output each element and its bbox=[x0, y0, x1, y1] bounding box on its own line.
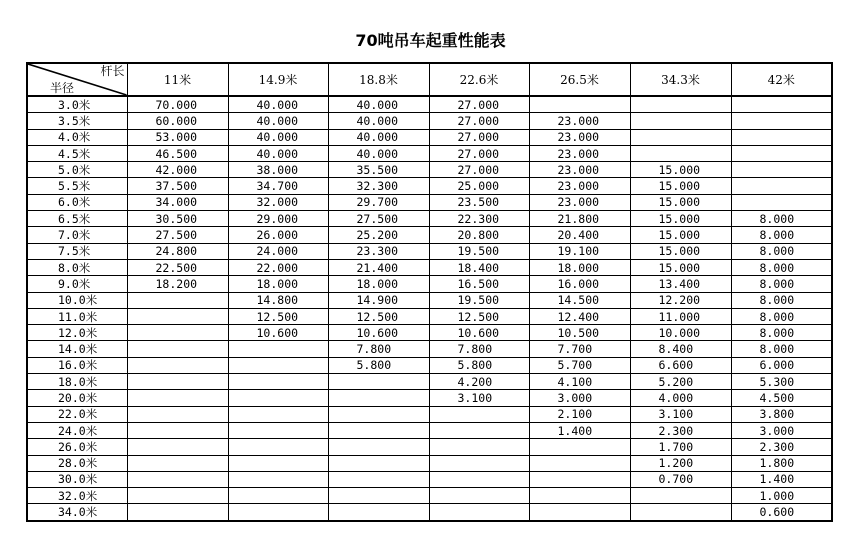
capacity-cell: 29.700 bbox=[328, 194, 429, 210]
capacity-cell: 15.000 bbox=[630, 227, 731, 243]
capacity-cell: 10.600 bbox=[228, 325, 328, 341]
capacity-cell: 40.000 bbox=[228, 96, 328, 113]
table-row bbox=[27, 162, 832, 178]
capacity-cell: 8.000 bbox=[731, 325, 832, 341]
capacity-cell bbox=[529, 504, 630, 521]
capacity-cell: 70.000 bbox=[127, 96, 228, 113]
capacity-cell: 29.000 bbox=[228, 211, 328, 227]
table-row bbox=[27, 276, 832, 292]
capacity-cell bbox=[328, 406, 429, 422]
radius-cell: 11.0米 bbox=[27, 308, 127, 324]
capacity-cell: 14.500 bbox=[529, 292, 630, 308]
boom-header-18-8: 18.8米 bbox=[328, 63, 429, 96]
capacity-cell: 3.000 bbox=[731, 422, 832, 438]
boom-header-42: 42米 bbox=[731, 63, 832, 96]
capacity-cell bbox=[731, 113, 832, 129]
capacity-cell: 40.000 bbox=[328, 96, 429, 113]
radius-cell: 4.0米 bbox=[27, 129, 127, 145]
capacity-cell: 22.300 bbox=[429, 211, 529, 227]
capacity-cell: 15.000 bbox=[630, 194, 731, 210]
capacity-cell bbox=[328, 422, 429, 438]
radius-cell: 34.0米 bbox=[27, 504, 127, 521]
radius-cell: 14.0米 bbox=[27, 341, 127, 357]
capacity-cell: 40.000 bbox=[228, 145, 328, 161]
table-row bbox=[27, 145, 832, 161]
capacity-cell: 2.100 bbox=[529, 406, 630, 422]
capacity-cell: 22.000 bbox=[228, 259, 328, 275]
capacity-cell bbox=[731, 162, 832, 178]
capacity-cell: 8.000 bbox=[731, 259, 832, 275]
boom-header-22-6: 22.6米 bbox=[429, 63, 529, 96]
table-row bbox=[27, 227, 832, 243]
capacity-cell bbox=[429, 471, 529, 487]
capacity-cell: 1.400 bbox=[529, 422, 630, 438]
radius-cell: 22.0米 bbox=[27, 406, 127, 422]
table-row bbox=[27, 211, 832, 227]
table-row bbox=[27, 113, 832, 129]
capacity-cell: 23.000 bbox=[529, 162, 630, 178]
capacity-cell: 53.000 bbox=[127, 129, 228, 145]
radius-cell: 8.0米 bbox=[27, 259, 127, 275]
capacity-cell: 6.600 bbox=[630, 357, 731, 373]
capacity-cell: 7.800 bbox=[328, 341, 429, 357]
radius-cell: 12.0米 bbox=[27, 325, 127, 341]
capacity-cell: 46.500 bbox=[127, 145, 228, 161]
capacity-cell: 3.100 bbox=[429, 390, 529, 406]
boom-length-label: 杆长 bbox=[100, 64, 125, 78]
capacity-cell: 2.300 bbox=[630, 422, 731, 438]
table-row bbox=[27, 357, 832, 373]
capacity-cell bbox=[630, 129, 731, 145]
capacity-cell: 7.700 bbox=[529, 341, 630, 357]
capacity-cell: 42.000 bbox=[127, 162, 228, 178]
table-row bbox=[27, 129, 832, 145]
capacity-cell bbox=[228, 341, 328, 357]
table-row bbox=[27, 96, 832, 113]
capacity-cell: 23.000 bbox=[529, 178, 630, 194]
table-row bbox=[27, 406, 832, 422]
header-row bbox=[27, 63, 832, 96]
capacity-cell bbox=[228, 374, 328, 390]
radius-cell: 7.0米 bbox=[27, 227, 127, 243]
capacity-cell: 18.000 bbox=[328, 276, 429, 292]
radius-cell: 7.5米 bbox=[27, 243, 127, 259]
capacity-cell: 40.000 bbox=[328, 129, 429, 145]
capacity-cell bbox=[529, 96, 630, 113]
capacity-cell bbox=[228, 390, 328, 406]
capacity-cell: 3.000 bbox=[529, 390, 630, 406]
capacity-cell: 27.500 bbox=[127, 227, 228, 243]
capacity-cell bbox=[228, 422, 328, 438]
capacity-cell: 10.600 bbox=[328, 325, 429, 341]
capacity-cell: 18.400 bbox=[429, 259, 529, 275]
capacity-cell: 8.000 bbox=[731, 292, 832, 308]
capacity-cell bbox=[328, 455, 429, 471]
capacity-cell: 4.200 bbox=[429, 374, 529, 390]
capacity-cell: 19.500 bbox=[429, 243, 529, 259]
capacity-cell: 26.000 bbox=[228, 227, 328, 243]
radius-cell: 5.0米 bbox=[27, 162, 127, 178]
capacity-cell: 23.300 bbox=[328, 243, 429, 259]
capacity-cell: 8.000 bbox=[731, 243, 832, 259]
capacity-cell: 8.000 bbox=[731, 276, 832, 292]
capacity-cell: 27.000 bbox=[429, 162, 529, 178]
capacity-cell bbox=[529, 455, 630, 471]
radius-cell: 18.0米 bbox=[27, 374, 127, 390]
capacity-cell bbox=[429, 504, 529, 521]
capacity-cell: 16.500 bbox=[429, 276, 529, 292]
capacity-cell: 20.400 bbox=[529, 227, 630, 243]
capacity-cell: 14.800 bbox=[228, 292, 328, 308]
capacity-cell bbox=[127, 341, 228, 357]
capacity-cell: 24.800 bbox=[127, 243, 228, 259]
capacity-cell: 8.000 bbox=[731, 341, 832, 357]
capacity-cell: 8.400 bbox=[630, 341, 731, 357]
radius-cell: 20.0米 bbox=[27, 390, 127, 406]
capacity-cell: 27.000 bbox=[429, 129, 529, 145]
radius-cell: 9.0米 bbox=[27, 276, 127, 292]
capacity-cell: 12.400 bbox=[529, 308, 630, 324]
capacity-cell: 27.000 bbox=[429, 145, 529, 161]
capacity-cell: 32.000 bbox=[228, 194, 328, 210]
boom-header-11: 11米 bbox=[127, 63, 228, 96]
capacity-cell bbox=[127, 406, 228, 422]
capacity-cell: 23.000 bbox=[529, 194, 630, 210]
capacity-cell: 1.200 bbox=[630, 455, 731, 471]
capacity-cell bbox=[127, 325, 228, 341]
capacity-cell bbox=[731, 178, 832, 194]
capacity-cell bbox=[630, 488, 731, 504]
capacity-cell: 35.500 bbox=[328, 162, 429, 178]
capacity-cell bbox=[228, 439, 328, 455]
capacity-cell: 5.200 bbox=[630, 374, 731, 390]
capacity-cell bbox=[127, 390, 228, 406]
capacity-cell: 15.000 bbox=[630, 162, 731, 178]
table-row bbox=[27, 455, 832, 471]
capacity-cell: 10.000 bbox=[630, 325, 731, 341]
capacity-cell bbox=[529, 439, 630, 455]
capacity-cell: 21.800 bbox=[529, 211, 630, 227]
capacity-cell: 18.000 bbox=[529, 259, 630, 275]
capacity-cell: 37.500 bbox=[127, 178, 228, 194]
capacity-cell bbox=[731, 194, 832, 210]
capacity-cell: 1.700 bbox=[630, 439, 731, 455]
capacity-cell: 25.000 bbox=[429, 178, 529, 194]
capacity-cell bbox=[228, 406, 328, 422]
capacity-cell: 40.000 bbox=[328, 145, 429, 161]
capacity-cell: 38.000 bbox=[228, 162, 328, 178]
capacity-cell: 27.000 bbox=[429, 113, 529, 129]
capacity-cell: 30.500 bbox=[127, 211, 228, 227]
capacity-cell: 34.000 bbox=[127, 194, 228, 210]
capacity-cell bbox=[228, 471, 328, 487]
capacity-cell: 12.500 bbox=[429, 308, 529, 324]
capacity-cell: 15.000 bbox=[630, 243, 731, 259]
capacity-cell: 2.300 bbox=[731, 439, 832, 455]
capacity-cell bbox=[328, 504, 429, 521]
capacity-cell: 23.500 bbox=[429, 194, 529, 210]
capacity-cell: 20.800 bbox=[429, 227, 529, 243]
capacity-cell: 0.700 bbox=[630, 471, 731, 487]
capacity-cell: 24.000 bbox=[228, 243, 328, 259]
table-title: 70吨吊车起重性能表 bbox=[355, 31, 506, 50]
capacity-cell bbox=[328, 374, 429, 390]
table-row bbox=[27, 390, 832, 406]
table-row bbox=[27, 439, 832, 455]
capacity-cell: 19.100 bbox=[529, 243, 630, 259]
capacity-cell bbox=[228, 488, 328, 504]
capacity-cell: 1.400 bbox=[731, 471, 832, 487]
capacity-cell bbox=[127, 374, 228, 390]
table-row bbox=[27, 325, 832, 341]
capacity-cell bbox=[731, 96, 832, 113]
capacity-cell bbox=[328, 488, 429, 504]
capacity-cell: 34.700 bbox=[228, 178, 328, 194]
radius-cell: 5.5米 bbox=[27, 178, 127, 194]
capacity-cell: 8.000 bbox=[731, 308, 832, 324]
capacity-cell: 60.000 bbox=[127, 113, 228, 129]
capacity-cell: 18.200 bbox=[127, 276, 228, 292]
capacity-cell: 5.800 bbox=[429, 357, 529, 373]
capacity-cell: 4.100 bbox=[529, 374, 630, 390]
capacity-cell: 1.000 bbox=[731, 488, 832, 504]
capacity-cell bbox=[127, 455, 228, 471]
table-row bbox=[27, 259, 832, 275]
boom-header-34-3: 34.3米 bbox=[630, 63, 731, 96]
capacity-cell bbox=[429, 406, 529, 422]
capacity-cell bbox=[228, 357, 328, 373]
capacity-cell bbox=[630, 145, 731, 161]
capacity-cell bbox=[127, 504, 228, 521]
capacity-cell bbox=[731, 129, 832, 145]
radius-cell: 28.0米 bbox=[27, 455, 127, 471]
capacity-cell: 10.600 bbox=[429, 325, 529, 341]
capacity-cell: 16.000 bbox=[529, 276, 630, 292]
capacity-cell: 19.500 bbox=[429, 292, 529, 308]
load-chart-table bbox=[26, 62, 833, 522]
capacity-cell bbox=[529, 471, 630, 487]
capacity-cell: 10.500 bbox=[529, 325, 630, 341]
radius-cell: 3.5米 bbox=[27, 113, 127, 129]
capacity-cell bbox=[429, 439, 529, 455]
capacity-cell: 23.000 bbox=[529, 129, 630, 145]
capacity-cell: 4.500 bbox=[731, 390, 832, 406]
table-row bbox=[27, 292, 832, 308]
table-row bbox=[27, 308, 832, 324]
radius-cell: 6.0米 bbox=[27, 194, 127, 210]
radius-cell: 32.0米 bbox=[27, 488, 127, 504]
radius-cell: 24.0米 bbox=[27, 422, 127, 438]
boom-header-14-9: 14.9米 bbox=[228, 63, 328, 96]
capacity-cell: 21.400 bbox=[328, 259, 429, 275]
capacity-cell: 12.500 bbox=[328, 308, 429, 324]
capacity-cell bbox=[127, 471, 228, 487]
capacity-cell: 27.500 bbox=[328, 211, 429, 227]
capacity-cell: 15.000 bbox=[630, 211, 731, 227]
capacity-cell bbox=[429, 455, 529, 471]
boom-header-26-5: 26.5米 bbox=[529, 63, 630, 96]
capacity-cell bbox=[328, 390, 429, 406]
table-row bbox=[27, 471, 832, 487]
capacity-cell bbox=[731, 145, 832, 161]
capacity-cell: 15.000 bbox=[630, 178, 731, 194]
capacity-cell: 27.000 bbox=[429, 96, 529, 113]
capacity-cell: 15.000 bbox=[630, 259, 731, 275]
capacity-cell bbox=[630, 504, 731, 521]
radius-label: 半径 bbox=[50, 81, 75, 95]
capacity-cell bbox=[529, 488, 630, 504]
capacity-cell bbox=[429, 422, 529, 438]
radius-cell: 30.0米 bbox=[27, 471, 127, 487]
capacity-cell bbox=[429, 488, 529, 504]
table-row bbox=[27, 341, 832, 357]
capacity-cell: 23.000 bbox=[529, 145, 630, 161]
capacity-cell bbox=[228, 455, 328, 471]
table-row bbox=[27, 374, 832, 390]
capacity-cell bbox=[328, 471, 429, 487]
capacity-cell: 1.800 bbox=[731, 455, 832, 471]
capacity-cell bbox=[127, 308, 228, 324]
table-row bbox=[27, 504, 832, 521]
capacity-cell bbox=[127, 422, 228, 438]
radius-cell: 4.5米 bbox=[27, 145, 127, 161]
capacity-cell bbox=[630, 113, 731, 129]
capacity-cell bbox=[630, 96, 731, 113]
capacity-cell: 7.800 bbox=[429, 341, 529, 357]
capacity-cell: 0.600 bbox=[731, 504, 832, 521]
capacity-cell bbox=[127, 488, 228, 504]
capacity-cell: 4.000 bbox=[630, 390, 731, 406]
capacity-cell: 5.700 bbox=[529, 357, 630, 373]
capacity-cell bbox=[127, 439, 228, 455]
capacity-cell: 32.300 bbox=[328, 178, 429, 194]
capacity-cell: 40.000 bbox=[328, 113, 429, 129]
capacity-cell bbox=[127, 357, 228, 373]
capacity-cell: 18.000 bbox=[228, 276, 328, 292]
capacity-cell: 25.200 bbox=[328, 227, 429, 243]
radius-cell: 10.0米 bbox=[27, 292, 127, 308]
table-row bbox=[27, 243, 832, 259]
radius-cell: 3.0米 bbox=[27, 96, 127, 113]
capacity-cell: 40.000 bbox=[228, 129, 328, 145]
capacity-cell: 12.500 bbox=[228, 308, 328, 324]
capacity-cell bbox=[328, 439, 429, 455]
capacity-cell: 22.500 bbox=[127, 259, 228, 275]
capacity-cell: 8.000 bbox=[731, 227, 832, 243]
capacity-cell: 5.300 bbox=[731, 374, 832, 390]
capacity-cell: 13.400 bbox=[630, 276, 731, 292]
capacity-cell: 14.900 bbox=[328, 292, 429, 308]
capacity-cell: 8.000 bbox=[731, 211, 832, 227]
radius-cell: 26.0米 bbox=[27, 439, 127, 455]
table-row bbox=[27, 194, 832, 210]
radius-cell: 6.5米 bbox=[27, 211, 127, 227]
table-row bbox=[27, 178, 832, 194]
capacity-cell: 11.000 bbox=[630, 308, 731, 324]
capacity-cell: 5.800 bbox=[328, 357, 429, 373]
capacity-cell bbox=[228, 504, 328, 521]
capacity-cell: 3.800 bbox=[731, 406, 832, 422]
capacity-cell: 12.200 bbox=[630, 292, 731, 308]
capacity-cell: 3.100 bbox=[630, 406, 731, 422]
capacity-cell: 6.000 bbox=[731, 357, 832, 373]
corner-header-cell bbox=[27, 63, 127, 96]
table-body bbox=[27, 96, 832, 521]
table-row bbox=[27, 422, 832, 438]
table-row bbox=[27, 488, 832, 504]
capacity-cell bbox=[127, 292, 228, 308]
radius-cell: 16.0米 bbox=[27, 357, 127, 373]
capacity-cell: 23.000 bbox=[529, 113, 630, 129]
capacity-cell: 40.000 bbox=[228, 113, 328, 129]
